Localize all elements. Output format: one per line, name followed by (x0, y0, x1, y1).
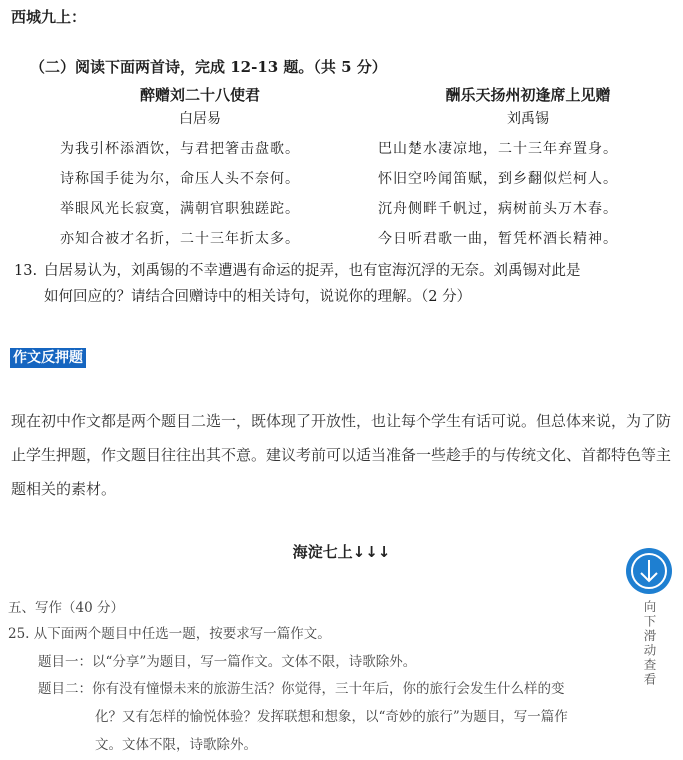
scroll-hint[interactable]: 向下滑动查看 (642, 600, 657, 687)
poem-left (60, 84, 340, 258)
poem-line: 沉舟侧畔千帆过，病树前头万木春。 (378, 201, 618, 217)
poem-line: 举眼风光长寂寞，满朝官职独蹉跎。 (60, 201, 300, 217)
question-text: 白居易认为，刘禹锡的不幸遭遇有命运的捉弄，也有宦海沉浮的无奈。刘禹锡对此是 (44, 263, 581, 279)
poem-line: 怀旧空吟闻笛赋，到乡翻似烂柯人。 (378, 171, 618, 187)
poem-author: 白居易 (179, 111, 221, 127)
topic-two: 题目二：你有没有憧憬未来的旅游生活？你觉得，三十年后，你的旅行会发生什么样的变 (38, 681, 565, 697)
section-badge: 作文反押题 (10, 348, 86, 368)
poem-right (378, 84, 678, 258)
article-paragraph: 现在初中作文都是两个题目二选一，既体现了开放性，也让每个学生有话可说。但总体来说，为了防止学生押题，作文题目往往出其不意。建议考前可以适当准备一些趁手的与传统文化、首都特色等主题相关的素材。 (11, 412, 672, 498)
question-13 (14, 258, 654, 310)
section-title: 西城九上： (11, 8, 87, 26)
question-text: 如何回应的？请结合回赠诗中的相关诗句，说说你的理解。（2 分） (44, 289, 472, 305)
question-25: 25. 从下面两个题目中任选一题，按要求写一篇作文。 (8, 626, 331, 642)
topic-one: 题目一：以“分享”为题目，写一篇作文。文体不限，诗歌除外。 (38, 654, 417, 670)
topic-two-continued: 化？又有怎样的愉悦体验？发挥联想和想象，以“奇妙的旅行”为题目，写一篇作 (95, 709, 568, 725)
poem-author: 刘禹锡 (507, 111, 549, 127)
topic-two-continued: 文。文体不限，诗歌除外。 (95, 737, 257, 753)
question-header: （二）阅读下面两首诗，完成 12-13 题。（共 5 分） (30, 58, 387, 76)
poem-line: 巴山楚水凄凉地，二十三年弃置身。 (378, 141, 618, 157)
poem-line: 今日听君歌一曲，暂凭杯酒长精神。 (378, 231, 618, 247)
scanned-exam-poems (0, 48, 683, 318)
poem-line: 亦知合被才名折，二十三年折太多。 (60, 231, 300, 247)
question-number: 13. (14, 263, 38, 279)
poem-title: 酬乐天扬州初逢席上见赠 (445, 86, 611, 104)
subsection-title: 海淀七上↓↓↓ (292, 543, 391, 561)
poem-title: 醉赠刘二十八使君 (139, 86, 260, 104)
poem-line: 为我引杯添酒饮，与君把箸击盘歌。 (60, 141, 300, 157)
arrow-down-icon (626, 548, 672, 594)
poem-line: 诗称国手徒为尔，命压人头不奈何。 (60, 171, 300, 187)
writing-section: 五、写作（40 分） (8, 600, 124, 616)
scroll-down-button[interactable] (626, 548, 672, 594)
